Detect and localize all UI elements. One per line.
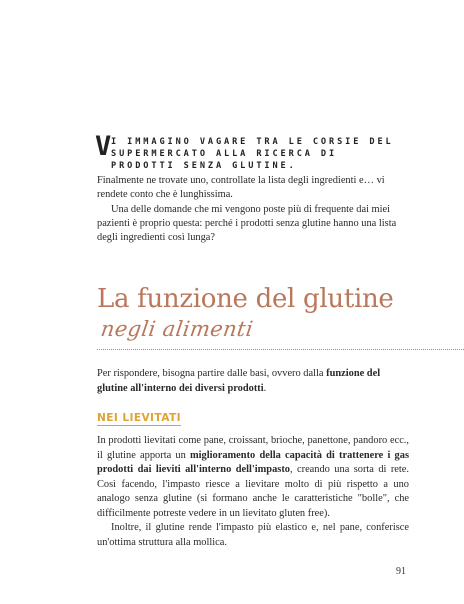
- intro-paragraph-1: Finalmente ne trovate uno, controllate la lista degli ingredienti e… vi rendete conto che è lunghissima.: [97, 175, 385, 201]
- section-title: La funzione del glutine: [97, 284, 394, 314]
- dotted-divider: [97, 349, 464, 350]
- lead-text-bold: funzione del glutine all'interno dei diversi prodotti: [97, 368, 381, 394]
- intro-caps-line: [95, 131, 409, 172]
- lievitati-body: [97, 434, 409, 550]
- lievitati-paragraph-2: Inoltre, il glutine rende l'impasto più elastico e, nel pane, conferisce un'ottima struttura alla mollica.: [97, 522, 409, 548]
- page-number: 91: [396, 566, 406, 577]
- section-lead: [97, 367, 411, 396]
- subsection-heading: NEI LIEVITATI: [97, 412, 181, 424]
- intro-caps-text: I IMMAGINO VAGARE TRA LE CORSIE DEL SUPERMERCATO ALLA RICERCA DI PRODOTTI SENZA GLUTINE.: [111, 137, 394, 171]
- lead-text-end: .: [263, 382, 267, 394]
- lievitati-p1-end: , creando una sorta di rete. Così facendo, l'impasto riesce a lievitare molto di più rispetto a uno analogo senza glutine (si formano anche le caratteristiche "bolle", che difficilmente potreste vedere in un lievitato gluten free).: [97, 464, 410, 519]
- section-subtitle: negli alimenti: [99, 317, 255, 341]
- lievitati-p1-bold: miglioramento della capacità di trattenere i gas prodotti dai lieviti all'interno dell'impasto: [97, 449, 409, 475]
- intro-block: [95, 131, 409, 245]
- lievitati-p1-start: In prodotti lievitati come pane, croissant, brioche, panettone, pandoro ecc., il glutine apporta un: [97, 435, 409, 461]
- drop-cap: V: [95, 131, 112, 162]
- intro-paragraph-2: Una delle domande che mi vengono poste più di frequente dai miei pazienti è proprio questa: perché i prodotti senza glutine hanno una lista degli ingredienti così lunga?: [97, 203, 397, 244]
- lead-text-start: Per rispondere, bisogna partire dalle basi, ovvero dalla: [97, 368, 327, 379]
- lievitati-paragraph-1: [97, 434, 409, 521]
